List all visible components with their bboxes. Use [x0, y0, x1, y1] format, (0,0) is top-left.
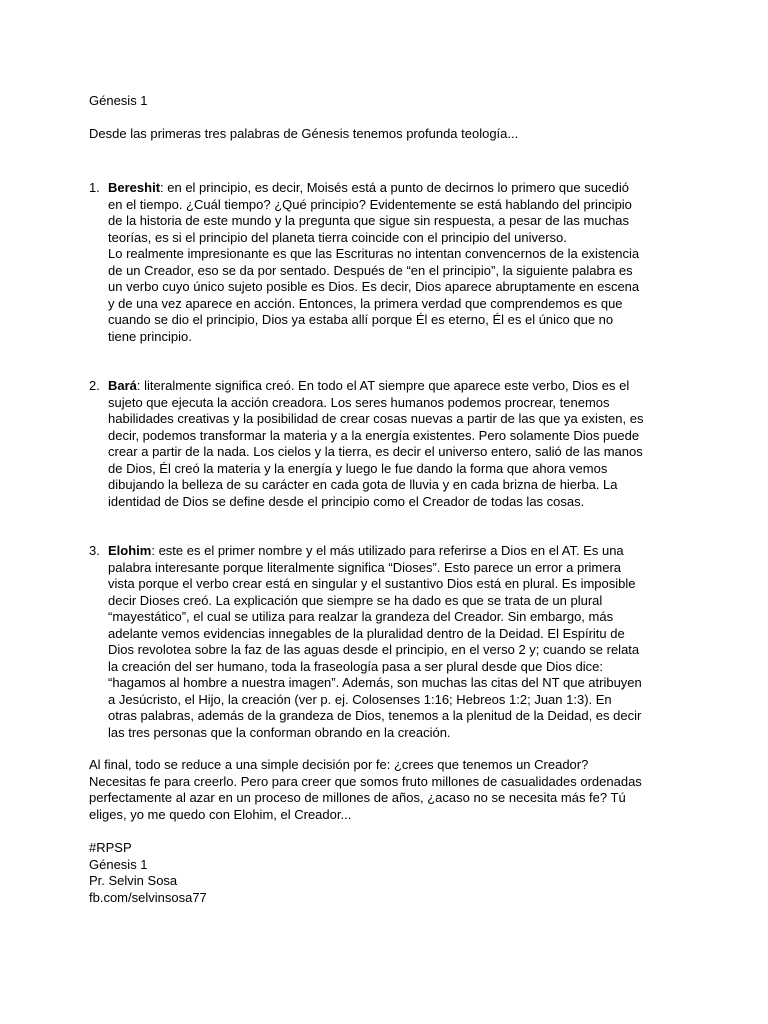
list-item-body [108, 543, 683, 741]
text-line: cuando se dio el principio, Dios ya estaba allí porque Él es eterno, Él es el único que no [108, 312, 614, 327]
text-line: las tres personas que la conforman obrando en la creación. [108, 724, 451, 740]
text-line: Dios revolotea sobre la faz de las aguas desde el principio, en el verso 2 y; cuando se relata [108, 642, 640, 657]
signature-reference: Génesis 1 [89, 856, 148, 872]
text-line: palabra interesante porque literalmente significa “Dioses”. Esto parece un error a primera [108, 559, 622, 575]
author-link: fb.com/selvinsosa77 [89, 889, 207, 905]
text-line: perfectamente al azar en un proceso de millones de años, ¿acaso no se necesita más fe? Tú [89, 790, 626, 805]
list-item-body [108, 378, 683, 510]
text-line: un verbo cuyo único sujeto posible es Dios. Es decir, Dios aparece abruptamente en escena [108, 279, 640, 294]
text-line: Al final, todo se reduce a una simple decisión por fe: ¿crees que tenemos un Creador? [89, 757, 589, 772]
text-line: Lo realmente impresionante es que las Escrituras no intentan convencernos de la existencia [108, 246, 640, 261]
text-line: de la historia de este mundo y la pregunta que sigue sin respuesta, a pesar de las muchas [108, 213, 630, 228]
term-elohim: Elohim [108, 543, 152, 558]
text-line: decir Dioses creó. La explicación que siempre se ha dado es que se trata de un plural [108, 592, 603, 608]
text-line: en el tiempo. ¿Cuál tiempo? ¿Qué principio? Evidentemente se está hablando del principio [108, 196, 632, 212]
text-line: tiene principio. [108, 328, 192, 344]
text-line: la creación del ser humano, toda la fraseología pasa a ser plural desde que Dios dice: [108, 658, 604, 674]
term-bara: Bará [108, 378, 137, 393]
list-item-body [108, 180, 683, 345]
text-line: vista porque el verbo crear está en singular y el sustantivo Dios está en plural. Es imposible [108, 576, 636, 591]
text-line: de Dios, Él creó la materia y la energía y luego le fue dando la forma que ahora vemos [108, 460, 608, 476]
document-title: Génesis 1 [89, 93, 148, 108]
text-line: dibujando la belleza de su carácter en cada gota de lluvia y en cada brizna de hierba. La [108, 477, 618, 492]
list-number: 1. [89, 180, 100, 195]
closing-paragraph [89, 757, 689, 823]
text-line: y de una vez aparece en acción. Entonces, la primera verdad que comprendemos es que [108, 295, 623, 311]
text-line: teorías, es si el principio del planeta tierra coincide con el principio del universo. [108, 229, 567, 245]
text-line: decir, podemos transformar la materia y a la energía existentes. Pero solamente Dios puede [108, 427, 640, 443]
text-line: de un Creador, eso se da por sentado. Después de “en el principio”, la siguiente palabra es [108, 262, 633, 278]
text-line: : este es el primer nombre y el más utilizado para referirse a Dios en el AT. Es una [151, 543, 624, 558]
text-line: “mayestático”, el cual se utiliza para realzar la grandeza del Creador. Sin embargo, más [108, 609, 614, 624]
text-line: : en el principio, es decir, Moisés está a punto de decirnos lo primero que sucedió [160, 180, 630, 195]
text-line: otras palabras, además de la grandeza de Dios, tenemos a la plenitud de la Deidad, es decir [108, 708, 642, 723]
intro-paragraph: Desde las primeras tres palabras de Génesis tenemos profunda teología... [89, 126, 519, 141]
hashtag: #RPSP [89, 840, 132, 855]
text-line: eliges, yo me quedo con Elohim, el Creador... [89, 806, 352, 822]
text-line: habilidades creativas y la posibilidad de crear cosas nuevas a partir de las que ya existen, es [108, 411, 644, 426]
text-line: : literalmente significa creó. En todo el AT siempre que aparece este verbo, Dios es el [136, 378, 630, 393]
text-line: crear a partir de la nada. Los cielos y la tierra, es decir el universo entero, salió de las manos [108, 444, 643, 459]
list-number: 2. [89, 378, 100, 393]
list-number: 3. [89, 543, 100, 558]
text-line: a Jesúcristo, el Hijo, la creación (ver p. ej. Colosenses 1:16; Hebreos 1:2; Juan 1:3). En [108, 691, 612, 707]
text-line: “hagamos al hombre a nuestra imagen”. Además, son muchas las citas del NT que atribuyen [108, 675, 642, 690]
text-line: adelante vemos evidencias innegables de la pluralidad dentro de la Deidad. El Espíritu de [108, 625, 625, 641]
text-line: identidad de Dios se define desde el principio como el Creador de todas las cosas. [108, 493, 585, 509]
term-bereshit: Bereshit [108, 180, 161, 195]
text-line: Necesitas fe para creerlo. Pero para creer que somos fruto millones de casualidades ordenadas [89, 773, 642, 789]
signature-block [89, 840, 679, 906]
author-name: Pr. Selvin Sosa [89, 873, 178, 888]
text-line: sujeto que ejecuta la acción creadora. Los seres humanos podemos procrear, tenemos [108, 394, 610, 410]
